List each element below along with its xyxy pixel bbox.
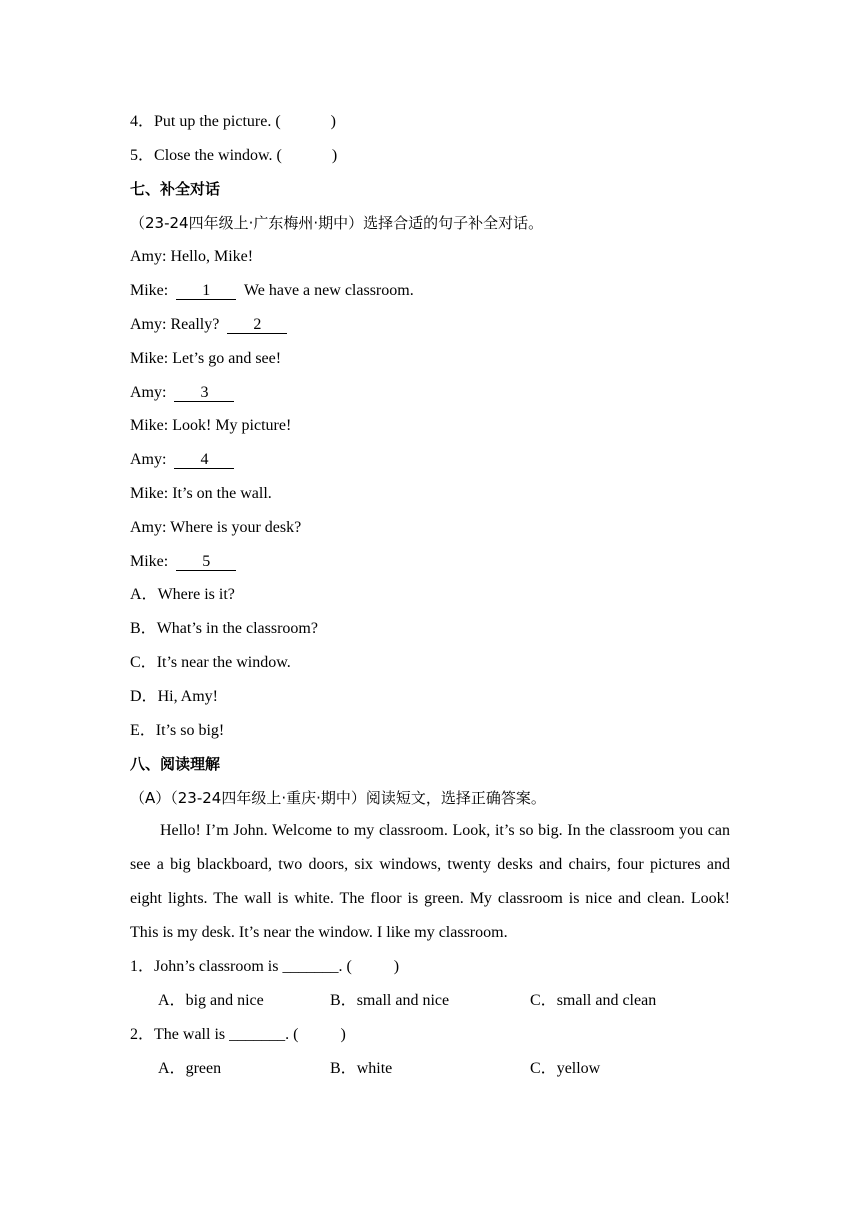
q2-option-c[interactable] (530, 1059, 600, 1079)
section-7-title: 七、补全对话 (130, 180, 221, 198)
section-8-title: 八、阅读理解 (130, 755, 221, 773)
option-text: big and nice (185, 992, 264, 1009)
speaker-prefix: Mike: (130, 553, 177, 570)
option-letter: A． (158, 1060, 186, 1077)
option-letter: A． (130, 586, 158, 603)
dialogue-line-5 (130, 383, 234, 403)
option-letter: A． (158, 992, 186, 1009)
option-text: It’s near the window. (156, 654, 291, 671)
option-letter: D． (130, 688, 158, 705)
q1-option-a[interactable] (158, 991, 264, 1011)
close-paren: ) (340, 1026, 346, 1043)
item-number: 5． (130, 147, 155, 164)
section-7-source: （23-24四年级上·广东梅州·期中）选择合适的句子补全对话。 (130, 214, 544, 232)
question-text: The wall is _______. ( (154, 1026, 299, 1043)
dialogue-line-10 (130, 552, 236, 572)
option-text: small and nice (356, 992, 450, 1009)
speaker-prefix: Amy: (130, 384, 175, 401)
question-2 (130, 1025, 346, 1045)
close-paren: ) (331, 147, 338, 164)
blank-1[interactable]: 1 (176, 282, 236, 300)
option-text: Hi, Amy! (157, 688, 219, 705)
question-number: 1． (130, 958, 155, 975)
option-letter: B． (130, 620, 157, 637)
option-text: yellow (556, 1060, 601, 1077)
speaker-prefix: Mike: (130, 282, 177, 299)
q1-option-c[interactable] (530, 991, 656, 1011)
dialogue-line-9: Amy: Where is your desk? (130, 519, 302, 536)
option-text: Where is it? (157, 586, 235, 603)
option-d (130, 687, 218, 707)
matching-item-4 (130, 112, 336, 132)
option-text: What’s in the classroom? (156, 620, 318, 637)
option-c (130, 653, 291, 673)
option-text: green (185, 1060, 222, 1077)
blank-3[interactable]: 3 (174, 384, 234, 402)
close-paren: ) (393, 958, 400, 975)
blank-4[interactable]: 4 (174, 451, 234, 469)
dialogue-line-7 (130, 450, 234, 470)
option-letter: B． (330, 992, 357, 1009)
option-letter: C． (530, 1060, 557, 1077)
option-letter: B． (330, 1060, 357, 1077)
option-letter: E． (130, 722, 156, 739)
item-text: Put up the picture. ( (154, 113, 281, 130)
matching-item-5 (130, 146, 337, 166)
option-text: It’s so big! (155, 722, 225, 739)
option-text: small and clean (556, 992, 657, 1009)
dialogue-line-3 (130, 315, 287, 335)
blank-5[interactable]: 5 (176, 553, 236, 571)
q2-option-a[interactable] (158, 1059, 221, 1079)
speaker-prefix: Amy: Really? (130, 316, 228, 333)
section-8-source: （A）（23-24四年级上·重庆·期中）阅读短文，选择正确答案。 (130, 789, 546, 807)
dialogue-line-1: Amy: Hello, Mike! (130, 248, 254, 265)
dialogue-line-2 (130, 281, 414, 301)
reading-passage: Hello! I’m John. Welcome to my classroom. Look, it’s so big. In the classroom you can see a big blackboard, two doors, six windows, twenty desks and chairs, four pictures and eight lights. The wall is white. The floor is green. My classroom is nice and clean. Look! This is my desk. It’s near the window. I like my classroom. (130, 822, 730, 941)
close-paren: ) (330, 113, 336, 130)
line-suffix: We have a new classroom. (236, 282, 414, 299)
item-number: 4． (130, 113, 155, 130)
dialogue-line-6: Mike: Look! My picture! (130, 417, 292, 434)
dialogue-line-4: Mike: Let’s go and see! (130, 350, 282, 367)
item-text: Close the window. ( (154, 147, 282, 164)
speaker-prefix: Amy: (130, 451, 175, 468)
option-a (130, 585, 235, 605)
option-letter: C． (130, 654, 157, 671)
option-b (130, 619, 318, 639)
dialogue-line-8: Mike: It’s on the wall. (130, 485, 272, 502)
question-number: 2． (130, 1026, 155, 1043)
option-e (130, 721, 224, 741)
option-text: white (356, 1060, 393, 1077)
q2-option-b[interactable] (330, 1059, 392, 1079)
question-1 (130, 957, 399, 977)
question-text: John’s classroom is _______. ( (154, 958, 352, 975)
option-letter: C． (530, 992, 557, 1009)
blank-2[interactable]: 2 (227, 316, 287, 334)
q1-option-b[interactable] (330, 991, 449, 1011)
